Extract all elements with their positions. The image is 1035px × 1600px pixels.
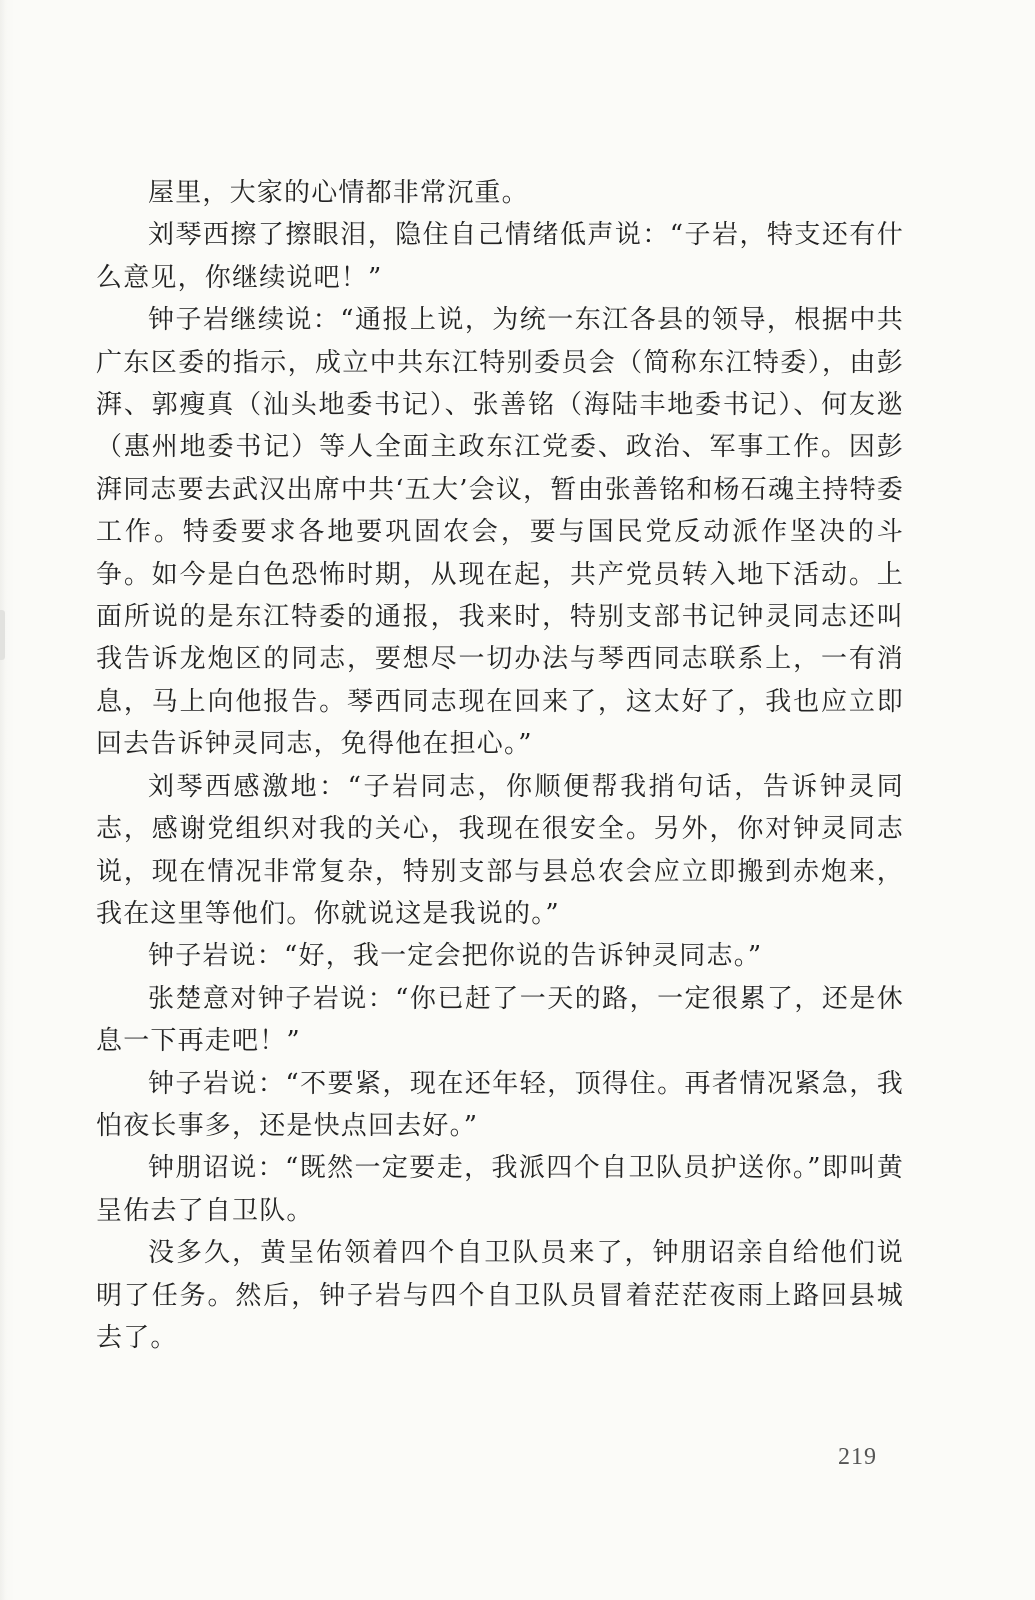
paragraph: 刘琴西擦了擦眼泪，隐住自己情绪低声说：“子岩，特支还有什么意见，你继续说吧！” — [96, 220, 904, 293]
paragraph: 刘琴西感激地：“子岩同志，你顺便帮我捎句话，告诉钟灵同志，感谢党组织对我的关心，我现在很安全。另外，你对钟灵同志说，现在情况非常复杂，特别支部与县总农会应立即搬到赤炮来，我在这里等他们。你就说这是我说的。” — [96, 771, 904, 929]
paragraph: 钟子岩继续说：“通报上说，为统一东江各县的领导，根据中共广东区委的指示，成立中共东江特别委员会（简称东江特委），由彭湃、郭瘦真（汕头地委书记）、张善铭（海陆丰地委书记）、何友逖（惠州地委书记）等人全面主政东江党委、政治、军事工作。因彭湃同志要去武汉出席中共‘五大’会议，暂由张善铭和杨石魂主持特委工作。特委要求各地要巩固农会，要与国民党反动派作坚决的斗争。如今是白色恐怖时期，从现在起，共产党员转入地下活动。上面所说的是东江特委的通报，我来时，特别支部书记钟灵同志还叫我告诉龙炮区的同志，要想尽一切办法与琴西同志联系上，一有消息，马上向他报告。琴西同志现在回来了，这太好了，我也应立即回去告诉钟灵同志，免得他在担心。” — [96, 305, 904, 760]
paragraph: 钟子岩说：“好，我一定会把你说的告诉钟灵同志。” — [148, 941, 763, 972]
page-number: 219 — [838, 1444, 877, 1470]
paragraph: 没多久，黄呈佑领着四个自卫队员来了，钟朋诏亲自给他们说明了任务。然后，钟子岩与四个自卫队员冒着茫茫夜雨上路回县城去了。 — [96, 1238, 904, 1353]
body-text — [96, 172, 904, 1359]
page-edge-shadow — [0, 610, 5, 660]
paragraph: 钟朋诏说：“既然一定要走，我派四个自卫队员护送你。”即叫黄呈佑去了自卫队。 — [96, 1153, 904, 1226]
paragraph: 屋里，大家的心情都非常沉重。 — [148, 178, 529, 208]
paragraph: 钟子岩说：“不要紧，现在还年轻，顶得住。再者情况紧急，我怕夜长事多，还是快点回去好。” — [96, 1068, 904, 1141]
paragraph: 张楚意对钟子岩说：“你已赶了一天的路，一定很累了，还是休息一下再走吧！” — [96, 983, 904, 1057]
